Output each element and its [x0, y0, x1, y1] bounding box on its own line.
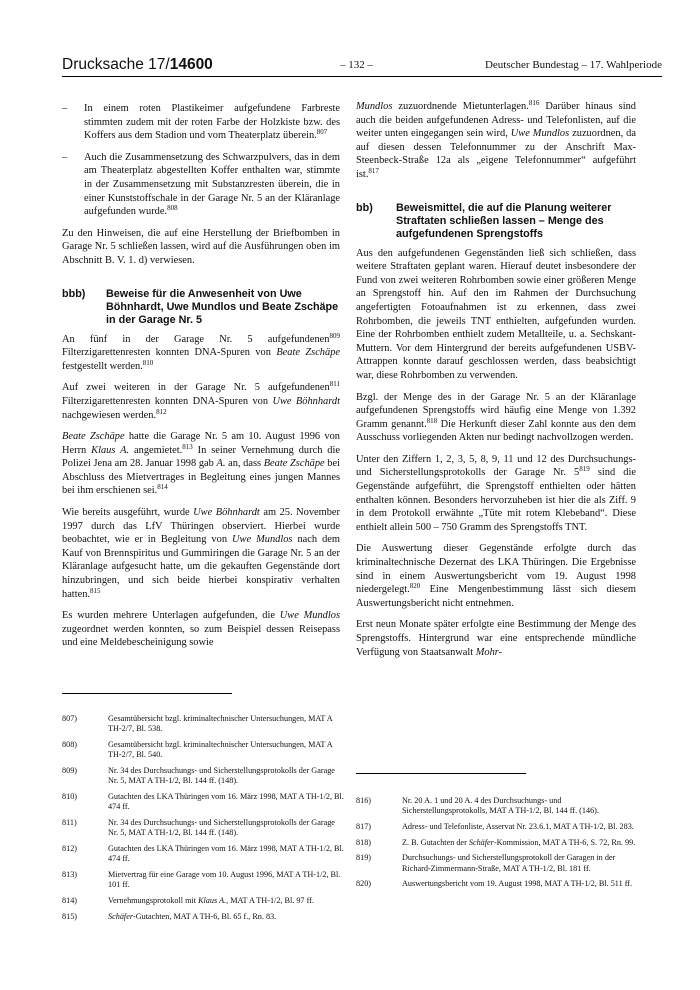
- header-rule: [62, 76, 662, 77]
- footnote: 812) Gutachten des LKA Thüringen vom 16. März 1998, MAT A TH-1/2, Bl. 474 ff.: [62, 844, 344, 864]
- footnote: 816) Nr. 20 A. 1 und 20 A. 4 des Durchsuchungs- und Sicherstellungsprotokolls, MAT A TH-1/2, Bl. 144 ff. (146).: [356, 796, 599, 816]
- footnote-number: 810): [62, 792, 78, 801]
- footnote-ref[interactable]: 820: [409, 582, 421, 591]
- footnote-ref[interactable]: 808: [167, 204, 178, 213]
- footnote-number: 817): [356, 822, 372, 831]
- footnote-ref[interactable]: 810: [142, 358, 154, 367]
- left-column: [62, 102, 340, 658]
- footnote-ref[interactable]: 811: [329, 380, 340, 389]
- footnote-ref[interactable]: 818: [426, 416, 438, 425]
- footnote-number: 813): [62, 870, 78, 879]
- footnote-ref[interactable]: 807: [316, 128, 328, 137]
- footnote-rule: [62, 693, 232, 694]
- dash-marker: –: [62, 103, 68, 114]
- footnote-number: 818): [356, 837, 372, 847]
- publisher: Deutscher Bundestag – 17. Wahlperiode: [484, 59, 662, 71]
- footnote: 809) Nr. 34 des Durchsuchungs- und Sicherstellungsprotokolls der Garage Nr. 5, MAT A TH-1/2, Bl. 144 ff. (148).: [62, 766, 335, 786]
- person-name: Klaus A.: [198, 896, 227, 905]
- footnote-ref[interactable]: 815: [90, 586, 101, 595]
- person-name: Beate Zschäpe: [62, 431, 125, 443]
- footnote-number: 808): [62, 740, 78, 749]
- doc-type: Drucksache 17/: [62, 56, 170, 73]
- footnote: 813) Mietvertrag für eine Garage vom 10. August 1996, MAT A TH-1/2, Bl. 101 ff.: [62, 870, 341, 890]
- footnote: 819) Durchsuchungs- und Sicherstellungsprotokoll der Garagen in der Richard-Zimmermann-Straße, MAT A TH-1/2, Bl. 181 ff.: [356, 853, 616, 873]
- footnote-ref[interactable]: 813: [182, 442, 193, 451]
- footnote: 810) Gutachten des LKA Thüringen vom 16. März 1998, MAT A TH-1/2, Bl. 474 ff.: [62, 792, 344, 812]
- footnote: 811) Nr. 34 des Durchsuchungs- und Sicherstellungsprotokolls der Garage Nr. 5, MAT A TH-1/2, Bl. 144 ff. (148).: [62, 818, 335, 838]
- footnote-ref[interactable]: 819: [579, 465, 590, 474]
- paragraph: Die Auswertung dieser Gegenstände erfolgte durch das kriminaltechnische Dezernat des LKA Thüringen. Die Ergebnisse sind in einem Auswertungsbericht vom 19. August 1998 niedergelegt.$^{820}$ Eine Mengenbestimmung lässt sich diesem Auswertungsbericht nicht entnehmen.: [356, 543, 636, 609]
- footnote-number: 809): [62, 766, 78, 775]
- paragraph: Auf zwei weiteren in der Garage Nr. 5 aufgefundenen$^{811}$ Filterzigarettenresten konnten DNA-Spuren von Uwe Böhnhardt nachgewiesen werden.$^{812}$: [62, 380, 340, 421]
- doc-number: 14600: [169, 56, 213, 73]
- footnote-ref[interactable]: 817: [368, 166, 379, 175]
- footnote: 807) Gesamtübersicht bzgl. kriminaltechnischer Untersuchungen, MAT A TH-2/7, Bl. 538.: [62, 714, 333, 734]
- bullet-text: Auch die Zusammensetzung des Schwarzpulvers, das in dem am Theaterplatz abgestellten Koffer enthalten war, stimmte in der Zusammensetzung mit Substanzresten überein, die in einer Kunststoffschale in der Garage Nr. 5 an der Kläranlage aufgefunden wurde.: [84, 151, 340, 218]
- footnote: 817) Adress- und Telefonliste, Asservat Nr. 23.6.1, MAT A TH-1/2, Bl. 283.: [356, 822, 634, 831]
- footnote-number: 819): [356, 853, 372, 863]
- footnote: 815) Schäfer-Gutachten, MAT A TH-6, Bl. 65 f., Rn. 83.: [62, 911, 277, 921]
- person-name: Schäfer: [108, 911, 134, 921]
- person-name: Uwe Böhnhardt: [193, 507, 260, 519]
- footnote-number: 814): [62, 896, 78, 905]
- footnotes-right: [356, 796, 641, 895]
- footnote-number: 812): [62, 844, 78, 853]
- footnote-number: 816): [356, 796, 372, 805]
- paragraph: Zu den Hinweisen, die auf eine Herstellung der Briefbomben in Garage Nr. 5 schließen lassen, wird auf die Ausführungen oben im Abschnitt B. V. 1. d) verwiesen.: [62, 227, 340, 266]
- bullet-item: [62, 151, 340, 219]
- footnote-number: 815): [62, 911, 78, 921]
- bullet-item: [62, 102, 340, 143]
- dash-marker: –: [62, 151, 68, 163]
- footnotes-left: [62, 714, 347, 927]
- person-name: Beate Zschäpe: [276, 347, 341, 359]
- footnote: 820) Auswertungsbericht vom 19. August 1998, MAT A TH-1/2, Bl. 511 ff.: [356, 879, 633, 889]
- person-name: Uwe Mundlos: [232, 534, 293, 546]
- footnote-ref[interactable]: 812: [156, 407, 167, 416]
- footnote-ref[interactable]: 809: [329, 331, 340, 340]
- footnote-rule: [356, 773, 526, 774]
- heading-text: Beweismittel, die auf die Planung weiterer Straftaten schließen lassen – Menge des aufgefundenen Sprengstoffs: [396, 201, 612, 240]
- person-name: A.: [216, 458, 226, 470]
- paragraph: Mundlos zuzuordnende Mietunterlagen.$^{816}$ Darüber hinaus sind auch die beiden aufgefundenen Adress- und Telefonlisten, auf die weiter unten eingegangen sein wird, Uwe Mundlos zuzuordnen, da auf diesen dessen Telefonnummer zu der Anschrift Max-Steenbeck-Straße 12a als „eigene Telefonnummer“ aufgeführt ist.$^{817}$: [356, 99, 637, 180]
- footnote-number: 811): [62, 818, 77, 827]
- footnote: 818) Z. B. Gutachten der Schäfer-Kommission, MAT A TH-6, S. 72, Rn. 99.: [356, 837, 636, 847]
- person-name: Mohr-: [475, 646, 503, 658]
- person-name: Mundlos: [356, 101, 393, 112]
- paragraph: Es wurden mehrere Unterlagen aufgefunden, die Uwe Mundlos zugeordnet werden konnten, so zum Beispiel dessen Reisepass und eine Meldebescheinigung sowie: [62, 610, 340, 649]
- section-heading: [356, 202, 636, 241]
- footnote-ref[interactable]: 814: [157, 483, 168, 492]
- section-heading: [62, 288, 340, 327]
- paragraph: Beate Zschäpe hatte die Garage Nr. 5 am 10. August 1996 von Herrn Klaus A. angemietet.$^{813}$ In seiner Vernehmung durch die Polizei Jena am 28. Januar 1998 gab A. an, dass Beate Zschäpe bei Abschluss des Mietvertrages in Begleitung eines jungen Mannes bei ihm erschienen sei.$^{814}$: [62, 431, 341, 497]
- heading-number: bbb): [62, 287, 86, 300]
- heading-number: bb): [356, 201, 373, 214]
- footnote: 814) Vernehmungsprotokoll mit Klaus A., MAT A TH-1/2, Bl. 97 ff.: [62, 896, 314, 905]
- person-name: Klaus A.: [91, 444, 130, 456]
- document-id: [62, 56, 213, 74]
- person-name: Beate Zschäpe: [263, 458, 325, 470]
- person-name: Uwe Böhnhardt: [272, 395, 340, 407]
- person-name: Uwe Mundlos: [510, 128, 570, 140]
- right-column: [356, 100, 636, 667]
- heading-text: Beweise für die Anwesenheit von Uwe Böhnhardt, Uwe Mundlos und Beate Zschäpe in der Garage Nr. 5: [106, 287, 339, 326]
- page-header: [62, 56, 662, 76]
- paragraph: Bzgl. der Menge des in der Garage Nr. 5 an der Kläranlage aufgefundenen Sprengstoffs wird häufig eine Menge von 1.392 Gramm genannt.$^{818}$ Die Herkunft dieser Zahl konnte aus den dem Ausschuss vorliegenden Akten nur bedingt nachvollzogen werden.: [356, 391, 637, 444]
- paragraph: Aus den aufgefundenen Gegenständen ließ sich schließen, dass weitere Straftaten geplant waren. Hierauf deutet insbesondere der Fund von zwei weiteren Rohrbomben sowie einer größeren Menge an Sprengstoff hin. Auf den im Rahmen der Durchsuchung angefertigten Fotoaufnahmen ist zu erkennen, dass zwei Rohrbomben, die jeweils TNT enthielten, aufgefunden wurden. Eine der Rohrbomben enthielt zudem Metallteile, u. a. Sechskant-Muttern. Vor dem Hintergrund der bereits aufgefundenen USBV-Attrappen konnte darauf geschlossen werden, dass beabsichtigt war, diese Rohrbomben zu verwenden.: [356, 247, 636, 381]
- person-name: Schäfer: [468, 837, 494, 847]
- paragraph: An fünf in der Garage Nr. 5 aufgefundenen$^{809}$ Filterzigarettenresten konnten DNA-Spuren von Beate Zschäpe festgestellt werden.$^{810}$: [62, 331, 341, 372]
- paragraph: Wie bereits ausgeführt, wurde Uwe Böhnhardt am 25. November 1997 durch das LfV Thüringen observiert. Hierbei wurde beobachtet, wie er in Begleitung von Uwe Mundlos nach dem Kauf von Brennspiritus und Gummiringen die Garage Nr. 5 an der Kläranlage aufgesucht hatte, um die gekauften Gegenstände dort hinzubringen, und sich beide hierbei konspirativ verhalten hatten.$^{815}$: [62, 507, 341, 600]
- footnote: 808) Gesamtübersicht bzgl. kriminaltechnischer Untersuchungen, MAT A TH-2/7, Bl. 540.: [62, 740, 333, 760]
- paragraph: Unter den Ziffern 1, 2, 3, 5, 8, 9, 11 und 12 des Durchsuchungs- und Sicherstellungsprotokolls der Garage Nr. $5^{819}$ sind die Gegenstände aufgeführt, die Sprengstoff enthielten oder hätten enthalten können. Besonders hervorzuheben ist hier die als Ziff. 9 in dem Protokoll erwähnte „Tüte mit rotem Klebeband“. Diese enthielt allein 500 – 750 Gramm des Sprengstoffs TNT.: [356, 453, 636, 533]
- person-name: Uwe Mundlos: [279, 610, 340, 622]
- bullet-text: In einem roten Plastikeimer aufgefundene Farbreste stimmten zudem mit der roten Farbe der Holzkiste bzw. des Koffers aus dem Stadion und vom Theaterplatz überein.: [84, 103, 340, 142]
- paragraph: Erst neun Monate später erfolgte eine Bestimmung der Menge des Sprengstoffs. Hintergrund war eine entsprechende mündliche Verfügung von Staatsanwalt Mohr-: [356, 619, 636, 658]
- footnote-number: 807): [62, 714, 78, 723]
- footnote-number: 820): [356, 879, 372, 889]
- footnote-ref[interactable]: 816: [528, 99, 540, 107]
- page-number: – 132 –: [340, 59, 373, 71]
